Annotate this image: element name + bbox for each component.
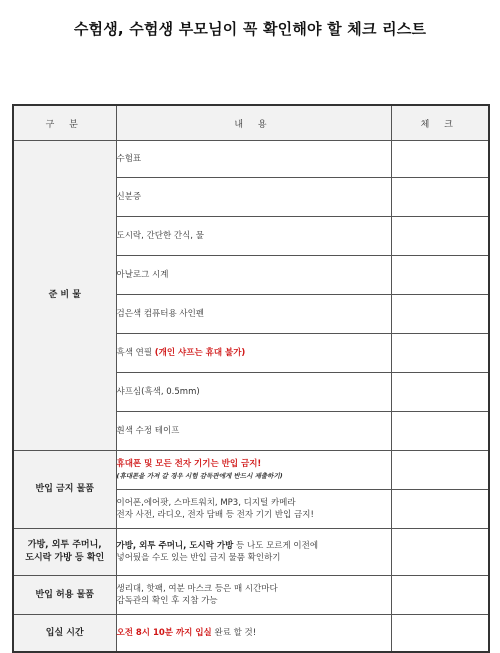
item-banned-devices <box>116 490 391 529</box>
check-cell[interactable] <box>391 373 489 412</box>
category-bags-line-2: 도시락 가방 등 확인 <box>25 553 105 563</box>
category-supplies: 준 비 물 <box>13 141 116 451</box>
item-allowed <box>116 576 391 615</box>
item-bags <box>116 529 391 576</box>
item-analog-watch: 아날로그 시계 <box>116 256 391 295</box>
allowed-line-1: 생리대, 핫팩, 여분 마스크 등은 매 시간마다 <box>116 584 278 594</box>
table-row <box>13 451 489 490</box>
banned-warning: 휴대폰 및 모든 전자 기기는 반입 금지! <box>116 459 262 469</box>
item-pencil <box>116 334 391 373</box>
pencil-warning: (개인 샤프는 휴대 불가) <box>154 348 246 358</box>
header-content: 내 용 <box>116 105 391 141</box>
banned-note: (휴대폰을 가져 갈 경우 시험 감독관에게 반드시 제출하기) <box>116 472 283 480</box>
check-cell[interactable] <box>391 529 489 576</box>
allowed-line-2: 감독관의 확인 후 지참 가능 <box>116 596 218 606</box>
bags-rest: 등 나도 모르게 이전에 <box>233 541 319 551</box>
category-entry: 입실 시간 <box>13 615 116 653</box>
table-row <box>13 576 489 615</box>
check-cell[interactable] <box>391 256 489 295</box>
category-bags <box>13 529 116 576</box>
pencil-label: 흑색 연필 <box>116 348 155 358</box>
category-allowed: 반입 허용 물품 <box>13 576 116 615</box>
item-sign-pen: 검은색 컴퓨터용 사인펜 <box>116 295 391 334</box>
check-cell[interactable] <box>391 141 489 178</box>
bags-line-1 <box>117 540 391 552</box>
table-row <box>13 615 489 653</box>
item-lunch: 도시락, 간단한 간식, 물 <box>116 217 391 256</box>
category-bags-line-1: 가방, 외투 주머니, <box>27 540 102 550</box>
page-title: 수험생, 수험생 부모님이 꼭 확인해야 할 체크 리스트 <box>73 20 427 38</box>
checklist-table <box>12 104 490 653</box>
header-row <box>13 105 489 141</box>
check-cell[interactable] <box>391 217 489 256</box>
banned-line-1: 이어폰,에어팟, 스마트워치, MP3, 디지털 카메라 <box>116 498 296 508</box>
banned-line-2: 전자 사전, 라디오, 전자 담배 등 전자 기기 반입 금지! <box>116 510 314 520</box>
check-cell[interactable] <box>391 576 489 615</box>
item-id-card: 신분증 <box>116 178 391 217</box>
header-check: 체 크 <box>391 105 489 141</box>
bags-bold: 가방, 외투 주머니, 도시락 가방 <box>116 541 234 551</box>
entry-rest: 완료 할 것! <box>211 628 257 638</box>
check-cell[interactable] <box>391 295 489 334</box>
check-cell[interactable] <box>391 615 489 653</box>
header-category: 구 분 <box>13 105 116 141</box>
entry-time: 오전 8시 10분 까지 입실 <box>116 628 212 638</box>
check-cell[interactable] <box>391 490 489 529</box>
check-cell[interactable] <box>391 178 489 217</box>
item-exam-ticket: 수험표 <box>116 141 391 178</box>
item-entry <box>116 615 391 653</box>
check-cell[interactable] <box>391 334 489 373</box>
table-row <box>13 529 489 576</box>
item-correction-tape: 흰색 수정 테이프 <box>116 412 391 451</box>
item-banned-warning <box>116 451 391 490</box>
bags-line-2: 넣어뒀을 수도 있는 반입 금지 물품 확인하기 <box>116 553 281 563</box>
table-row <box>13 141 489 178</box>
check-cell[interactable] <box>391 412 489 451</box>
category-banned: 반입 금지 물품 <box>13 451 116 529</box>
item-lead: 샤프심(흑색, 0.5mm) <box>116 373 391 412</box>
check-cell[interactable] <box>391 451 489 490</box>
